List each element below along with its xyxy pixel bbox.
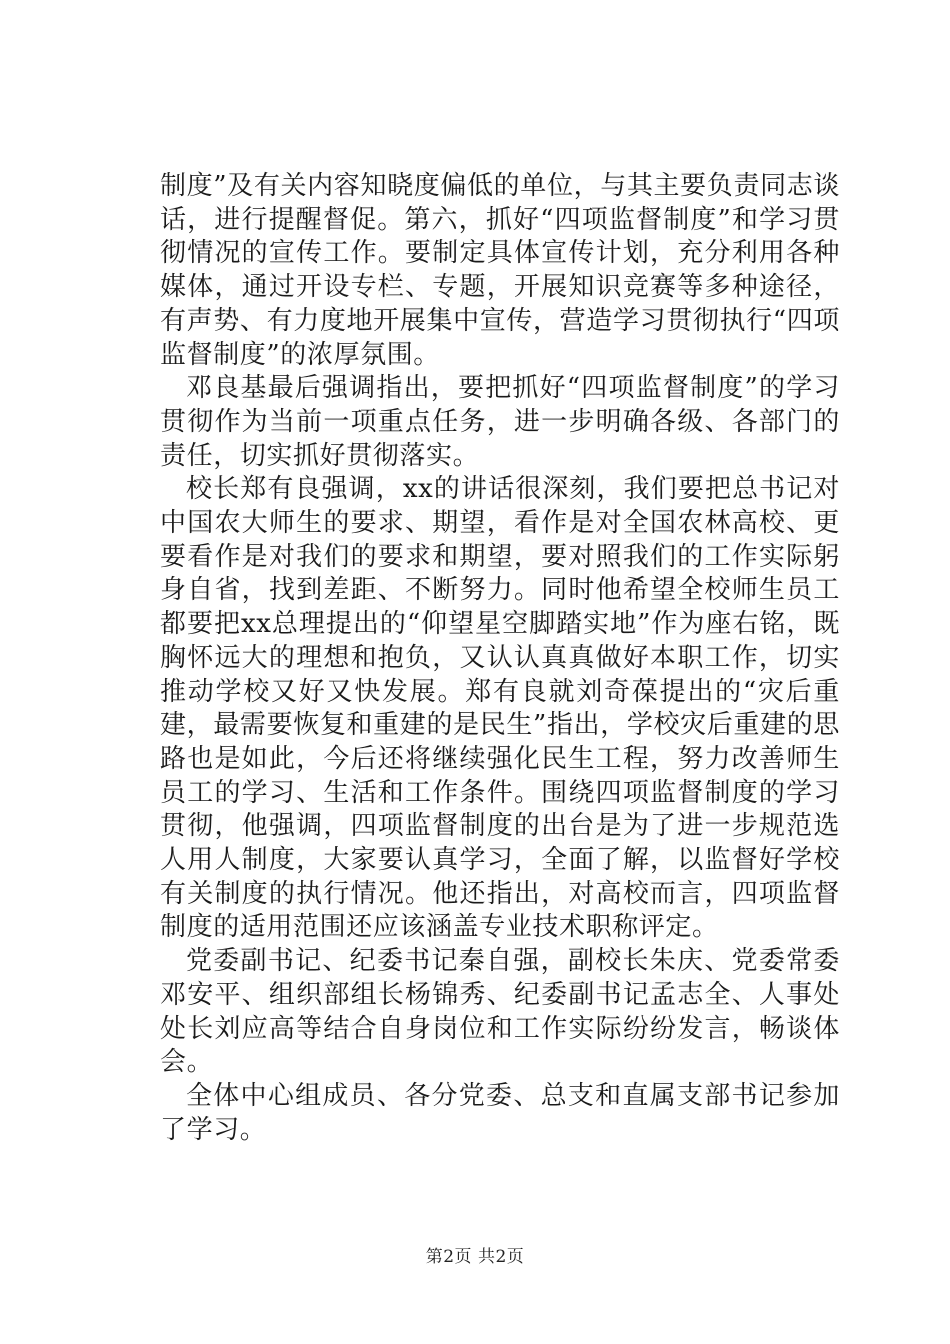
paragraph-attendees: 全体中心组成员、各分党委、总支和直属支部书记参加了学习。 [160, 1080, 840, 1145]
document-body [160, 170, 840, 1147]
paragraph-continuation: 制度”及有关内容知晓度偏低的单位，与其主要负责同志谈话，进行提醒督促。第六，抓好“四项监督制度”和学习贯彻情况的宣传工作。要制定具体宣传计划，充分利用各种媒体，通过开设专栏、专题，开展知识竞赛等多种途径，有声势、有力度地开展集中宣传，营造学习贯彻执行“四项监督制度”的浓厚氛围。 [160, 171, 840, 370]
paragraph-deng-emphasis: 邓良基最后强调指出，要把抓好“四项监督制度”的学习贯彻作为当前一项重点任务，进一步明确各级、各部门的责任，切实抓好贯彻落实。 [160, 373, 840, 471]
page-footer: 第2页 共2页 [425, 1247, 525, 1267]
paragraph-speakers: 党委副书记、纪委书记秦自强，副校长朱庆、党委常委邓安平、组织部组长杨锦秀、纪委副书记孟志全、人事处处长刘应高等结合自身岗位和工作实际纷纷发言，畅谈体会。 [160, 946, 840, 1078]
paragraph-president-zheng: 校长郑有良强调，xx的讲话很深刻，我们要把总书记对中国农大师生的要求、期望，看作是对全国农林高校、更要看作是对我们的要求和期望，要对照我们的工作实际躬身自省，找到差距、不断努力。同时他希望全校师生员工都要把xx总理提出的“仰望星空脚踏实地”作为座右铭，既胸怀远大的理想和抱负，又认认真真做好本职工作，切实推动学校又好又快发展。郑有良就刘奇葆提出的“灾后重建，最需要恢复和重建的是民生”指出，学校灾后重建的思路也是如此，今后还将继续强化民生工程，努力改善师生员工的学习、生活和工作条件。围绕四项监督制度的学习贯彻，他强调，四项监督制度的出台是为了进一步规范选人用人制度，大家要认真学习，全面了解，以监督好学校有关制度的执行情况。他还指出，对高校而言，四项监督制度的适用范围还应该涵盖专业技术职称评定。 [160, 474, 840, 943]
